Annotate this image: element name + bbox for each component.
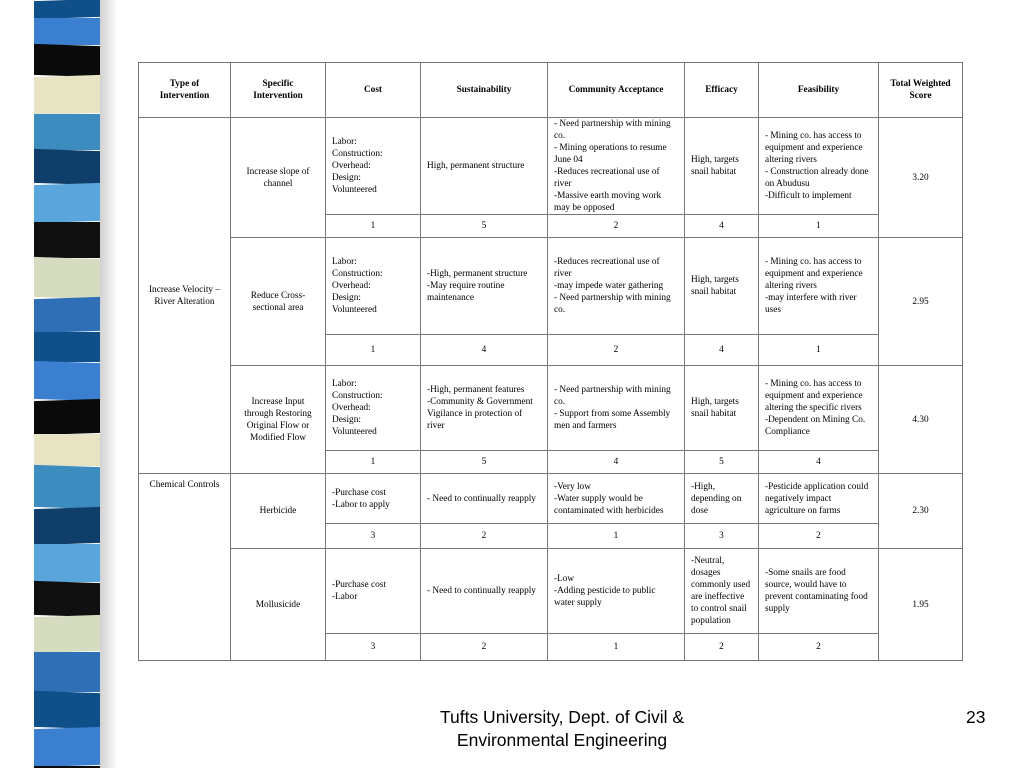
cost-cell: Labor: Construction: Overhead: Design: Volunteered xyxy=(326,238,421,335)
efficacy-score: 2 xyxy=(685,634,759,661)
header-feasibility: Feasibility xyxy=(759,63,879,118)
cost-cell: Labor: Construction: Overhead: Design: Volunteered xyxy=(326,366,421,451)
sustainability-cell: - Need to continually reapply xyxy=(421,549,548,634)
community-cell: - Need partnership with mining co. - Mining operations to resume June 04 -Reduces recreational use of river -Massive earth moving work may be opposed xyxy=(548,118,685,215)
cost-score: 3 xyxy=(326,524,421,549)
feasibility-score: 1 xyxy=(759,215,879,238)
community-score: 4 xyxy=(548,451,685,474)
sustainability-score: 2 xyxy=(421,524,548,549)
stripe-band xyxy=(34,297,100,333)
cost-score: 3 xyxy=(326,634,421,661)
header-efficacy: Efficacy xyxy=(685,63,759,118)
cost-cell: -Purchase cost -Labor to apply xyxy=(326,474,421,524)
header-cost: Cost xyxy=(326,63,421,118)
header-specific: Specific Intervention xyxy=(231,63,326,118)
community-score: 1 xyxy=(548,634,685,661)
community-cell: -Reduces recreational use of river -may impede water gathering - Need partnership with mining co. xyxy=(548,238,685,335)
table-row xyxy=(139,118,963,215)
table-row xyxy=(139,549,963,634)
efficacy-cell: -Neutral, dosages commonly used are ineffective to control snail population xyxy=(685,549,759,634)
intervention-type-cell: Increase Velocity – River Alteration xyxy=(139,118,231,474)
feasibility-cell: -Some snails are food source, would have to prevent contaminating food supply xyxy=(759,549,879,634)
stripe-band xyxy=(34,257,100,299)
total-score-cell: 2.95 xyxy=(879,238,963,366)
header-total: Total Weighted Score xyxy=(879,63,963,118)
stripe-band xyxy=(34,507,100,545)
stripe-band xyxy=(34,183,100,223)
table-row xyxy=(139,366,963,451)
table-row xyxy=(139,474,963,524)
feasibility-cell: - Mining co. has access to equipment and experience altering rivers -may interfere with river uses xyxy=(759,238,879,335)
community-score: 1 xyxy=(548,524,685,549)
cost-cell: Labor: Construction: Overhead: Design: Volunteered xyxy=(326,118,421,215)
stripe-band xyxy=(34,615,100,653)
sustainability-cell: -High, permanent features -Community & Government Vigilance in protection of river xyxy=(421,366,548,451)
feasibility-score: 1 xyxy=(759,335,879,366)
stripe-band xyxy=(34,75,100,115)
cost-score: 1 xyxy=(326,215,421,238)
stripe-band xyxy=(34,727,100,767)
feasibility-cell: -Pesticide application could negatively impact agriculture on farms xyxy=(759,474,879,524)
sustainability-score: 4 xyxy=(421,335,548,366)
stripe-band xyxy=(34,18,100,45)
sustainability-cell: High, permanent structure xyxy=(421,118,548,215)
community-cell: - Need partnership with mining co. - Support from some Assembly men and farmers xyxy=(548,366,685,451)
header-row xyxy=(139,63,963,118)
header-sustainability: Sustainability xyxy=(421,63,548,118)
feasibility-score: 2 xyxy=(759,634,879,661)
community-cell: -Low -Adding pesticide to public water supply xyxy=(548,549,685,634)
cost-cell: -Purchase cost -Labor xyxy=(326,549,421,634)
header-community: Community Acceptance xyxy=(548,63,685,118)
stripe-band xyxy=(34,434,100,466)
stripe-band xyxy=(34,332,100,362)
sustainability-cell: - Need to continually reapply xyxy=(421,474,548,524)
feasibility-cell: - Mining co. has access to equipment and experience altering the specific rivers -Dependent on Mining Co. Compliance xyxy=(759,366,879,451)
feasibility-score: 4 xyxy=(759,451,879,474)
stripe-band xyxy=(34,465,100,509)
footer-institution: Tufts University, Dept. of Civil & Environmental Engineering xyxy=(439,707,685,750)
stripe-band xyxy=(34,581,100,617)
stripe-shadow xyxy=(100,0,118,768)
header-type: Type of Intervention xyxy=(139,63,231,118)
intervention-matrix-table xyxy=(138,62,963,661)
stripe-band xyxy=(34,399,100,435)
total-score-cell: 1.95 xyxy=(879,549,963,661)
total-score-cell: 4.30 xyxy=(879,366,963,474)
intervention-type-cell: Chemical Controls xyxy=(139,474,231,661)
specific-intervention-cell: Mollusicide xyxy=(231,549,326,661)
stripe-band xyxy=(34,222,100,258)
efficacy-cell: High, targets snail habitat xyxy=(685,118,759,215)
feasibility-cell: - Mining co. has access to equipment and experience altering rivers - Construction already done on Abudusu -Difficult to implement xyxy=(759,118,879,215)
feasibility-score: 2 xyxy=(759,524,879,549)
community-score: 2 xyxy=(548,215,685,238)
cost-score: 1 xyxy=(326,335,421,366)
stripe-band xyxy=(34,361,100,401)
sustainability-score: 5 xyxy=(421,451,548,474)
stripe-band xyxy=(34,652,100,692)
sustainability-score: 2 xyxy=(421,634,548,661)
efficacy-score: 4 xyxy=(685,215,759,238)
stripe-band xyxy=(34,0,100,19)
stripe-band xyxy=(34,149,100,185)
cost-score: 1 xyxy=(326,451,421,474)
specific-intervention-cell: Reduce Cross-sectional area xyxy=(231,238,326,366)
efficacy-cell: -High, depending on dose xyxy=(685,474,759,524)
community-score: 2 xyxy=(548,335,685,366)
efficacy-score: 5 xyxy=(685,451,759,474)
sustainability-cell: -High, permanent structure -May require routine maintenance xyxy=(421,238,548,335)
specific-intervention-cell: Increase Input through Restoring Original Flow or Modified Flow xyxy=(231,366,326,474)
total-score-cell: 3.20 xyxy=(879,118,963,238)
table-row xyxy=(139,238,963,335)
sustainability-score: 5 xyxy=(421,215,548,238)
slide-number: 23 xyxy=(966,707,986,727)
total-score-cell: 2.30 xyxy=(879,474,963,549)
efficacy-cell: High, targets snail habitat xyxy=(685,238,759,335)
community-cell: -Very low -Water supply would be contaminated with herbicides xyxy=(548,474,685,524)
efficacy-score: 3 xyxy=(685,524,759,549)
efficacy-score: 4 xyxy=(685,335,759,366)
stripe-band xyxy=(34,544,100,582)
stripe-band xyxy=(34,691,100,729)
stripe-band xyxy=(34,44,100,77)
efficacy-cell: High, targets snail habitat xyxy=(685,366,759,451)
stripe-band xyxy=(34,114,100,150)
specific-intervention-cell: Increase slope of channel xyxy=(231,118,326,238)
specific-intervention-cell: Herbicide xyxy=(231,474,326,549)
